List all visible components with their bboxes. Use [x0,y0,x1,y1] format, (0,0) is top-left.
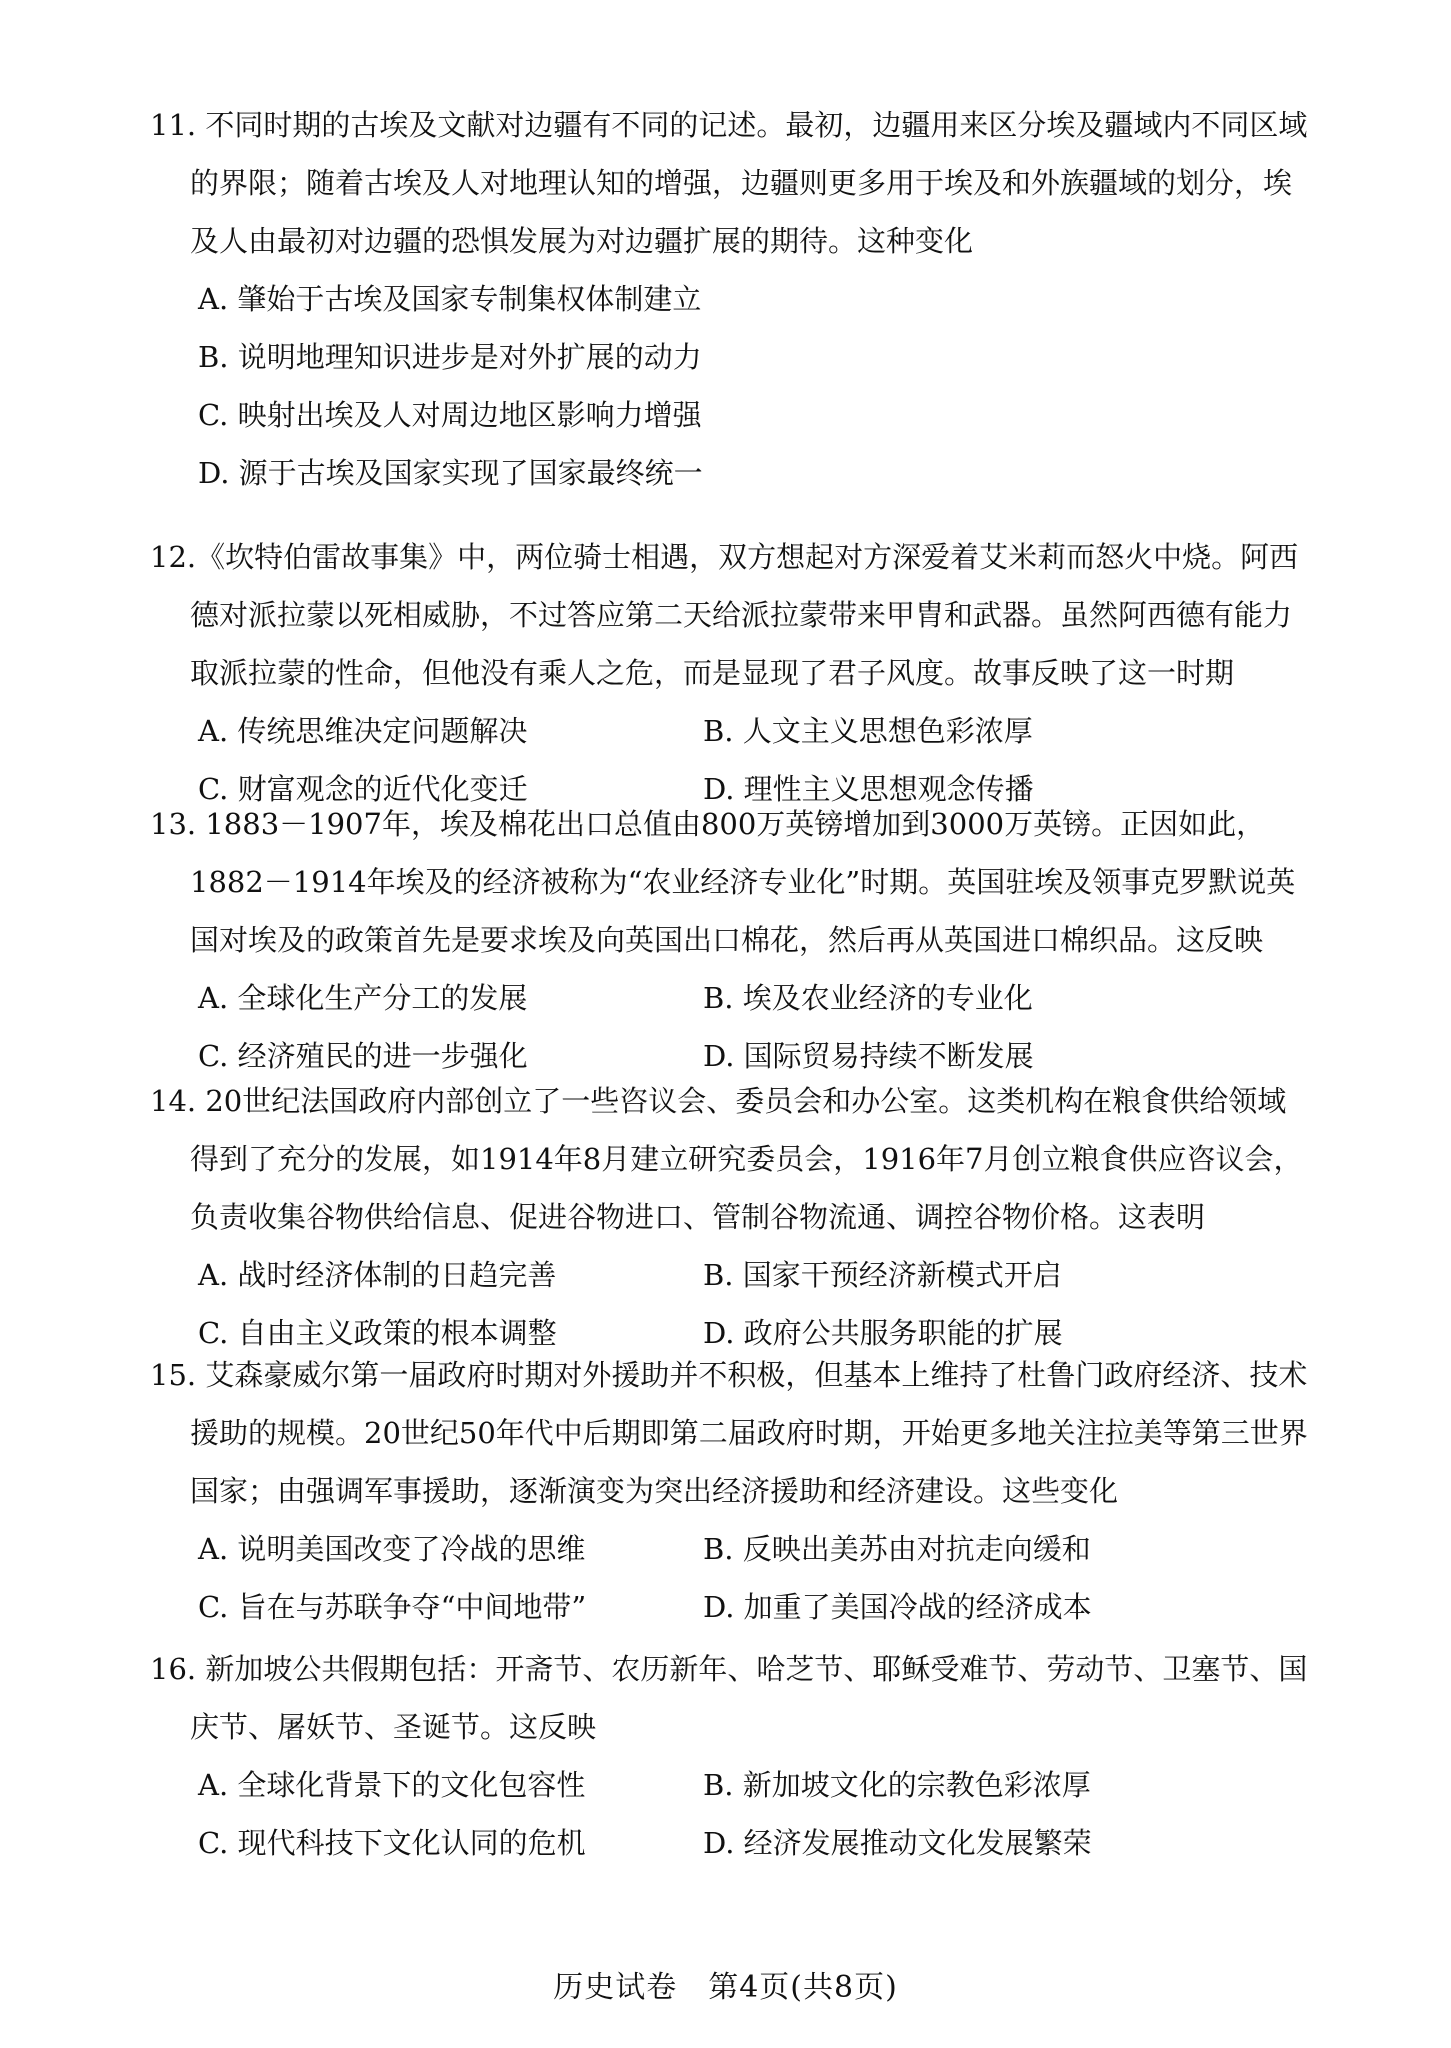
option-grid [150,1246,1310,1362]
option-d: D. 经济发展推动文化发展繁荣 [703,1826,1092,1860]
option-a: A. 战时经济体制的日趋完善 [198,1258,557,1292]
option-c: C. 财富观念的近代化变迁 [198,772,528,806]
option-c: C. 经济殖民的进一步强化 [198,1039,528,1073]
question-13 [150,795,1310,1085]
option-b: B. 新加坡文化的宗教色彩浓厚 [703,1768,1091,1802]
option-a: A. 传统思维决定问题解决 [198,714,528,748]
question-stem: 12.《坎特伯雷故事集》中，两位骑士相遇，双方想起对方深爱着艾米莉而怒火中烧。阿西德对派拉蒙以死相威胁，不过答应第二天给派拉蒙带来甲胄和武器。虽然阿西德有能力取派拉蒙的性命，但他没有乘人之危，而是显现了君子风度。故事反映了这一时期 [150,540,1299,690]
option-d: D. 加重了美国冷战的经济成本 [703,1590,1092,1624]
option-c: C. 现代科技下文化认同的危机 [198,1826,586,1860]
option-b: B. 人文主义思想色彩浓厚 [703,714,1033,748]
question-16 [150,1640,1310,1872]
page-footer: 历史试卷 第4页(共8页) [553,1970,898,2005]
option-d: D. 政府公共服务职能的扩展 [703,1316,1063,1350]
option-b: B. 埃及农业经济的专业化 [703,981,1033,1015]
option-list [150,270,1310,502]
option-grid [150,1756,1310,1872]
option-d: D. 国际贸易持续不断发展 [703,1039,1034,1073]
question-14 [150,1072,1310,1362]
option-a: A. 肇始于古埃及国家专制集权体制建立 [198,282,702,316]
question-stem: 16. 新加坡公共假期包括：开斋节、农历新年、哈芝节、耶稣受难节、劳动节、卫塞节、国庆节、屠妖节、圣诞节。这反映 [150,1652,1308,1744]
option-a: A. 全球化生产分工的发展 [198,981,528,1015]
option-d: D. 源于古埃及国家实现了国家最终统一 [198,456,703,490]
question-15 [150,1346,1310,1636]
option-c: C. 旨在与苏联争夺“中间地带” [198,1590,587,1624]
option-c: C. 映射出埃及人对周边地区影响力增强 [198,398,702,432]
option-b: B. 说明地理知识进步是对外扩展的动力 [198,340,702,374]
question-stem: 13. 1883－1907年，埃及棉花出口总值由800万英镑增加到3000万英镑。正因如此，1882－1914年埃及的经济被称为“农业经济专业化”时期。英国驻埃及领事克罗默说英国对埃及的政策首先是要求埃及向英国出口棉花，然后再从英国进口棉织品。这反映 [150,807,1296,957]
option-b: B. 国家干预经济新模式开启 [703,1258,1062,1292]
option-grid [150,1520,1310,1636]
option-grid [150,969,1310,1085]
option-a: A. 全球化背景下的文化包容性 [198,1768,586,1802]
question-stem: 11. 不同时期的古埃及文献对边疆有不同的记述。最初，边疆用来区分埃及疆域内不同区域的界限；随着古埃及人对地理认知的增强，边疆则更多用于埃及和外族疆域的划分，埃及人由最初对边疆的恐惧发展为对边疆扩展的期待。这种变化 [150,108,1308,258]
question-11 [150,96,1310,502]
question-stem: 14. 20世纪法国政府内部创立了一些咨议会、委员会和办公室。这类机构在粮食供给领域得到了充分的发展，如1914年8月建立研究委员会，1916年7月创立粮食供应咨议会，负责收集谷物供给信息、促进谷物进口、管制谷物流通、调控谷物价格。这表明 [150,1084,1303,1234]
option-b: B. 反映出美苏由对抗走向缓和 [703,1532,1091,1566]
question-stem: 15. 艾森豪威尔第一届政府时期对外援助并不积极，但基本上维持了杜鲁门政府经济、技术援助的规模。20世纪50年代中后期即第二届政府时期，开始更多地关注拉美等第三世界国家；由强调军事援助，逐渐演变为突出经济援助和经济建设。这些变化 [150,1358,1308,1508]
question-12 [150,528,1310,818]
option-d: D. 理性主义思想观念传播 [703,772,1034,806]
option-a: A. 说明美国改变了冷战的思维 [198,1532,586,1566]
option-c: C. 自由主义政策的根本调整 [198,1316,557,1350]
